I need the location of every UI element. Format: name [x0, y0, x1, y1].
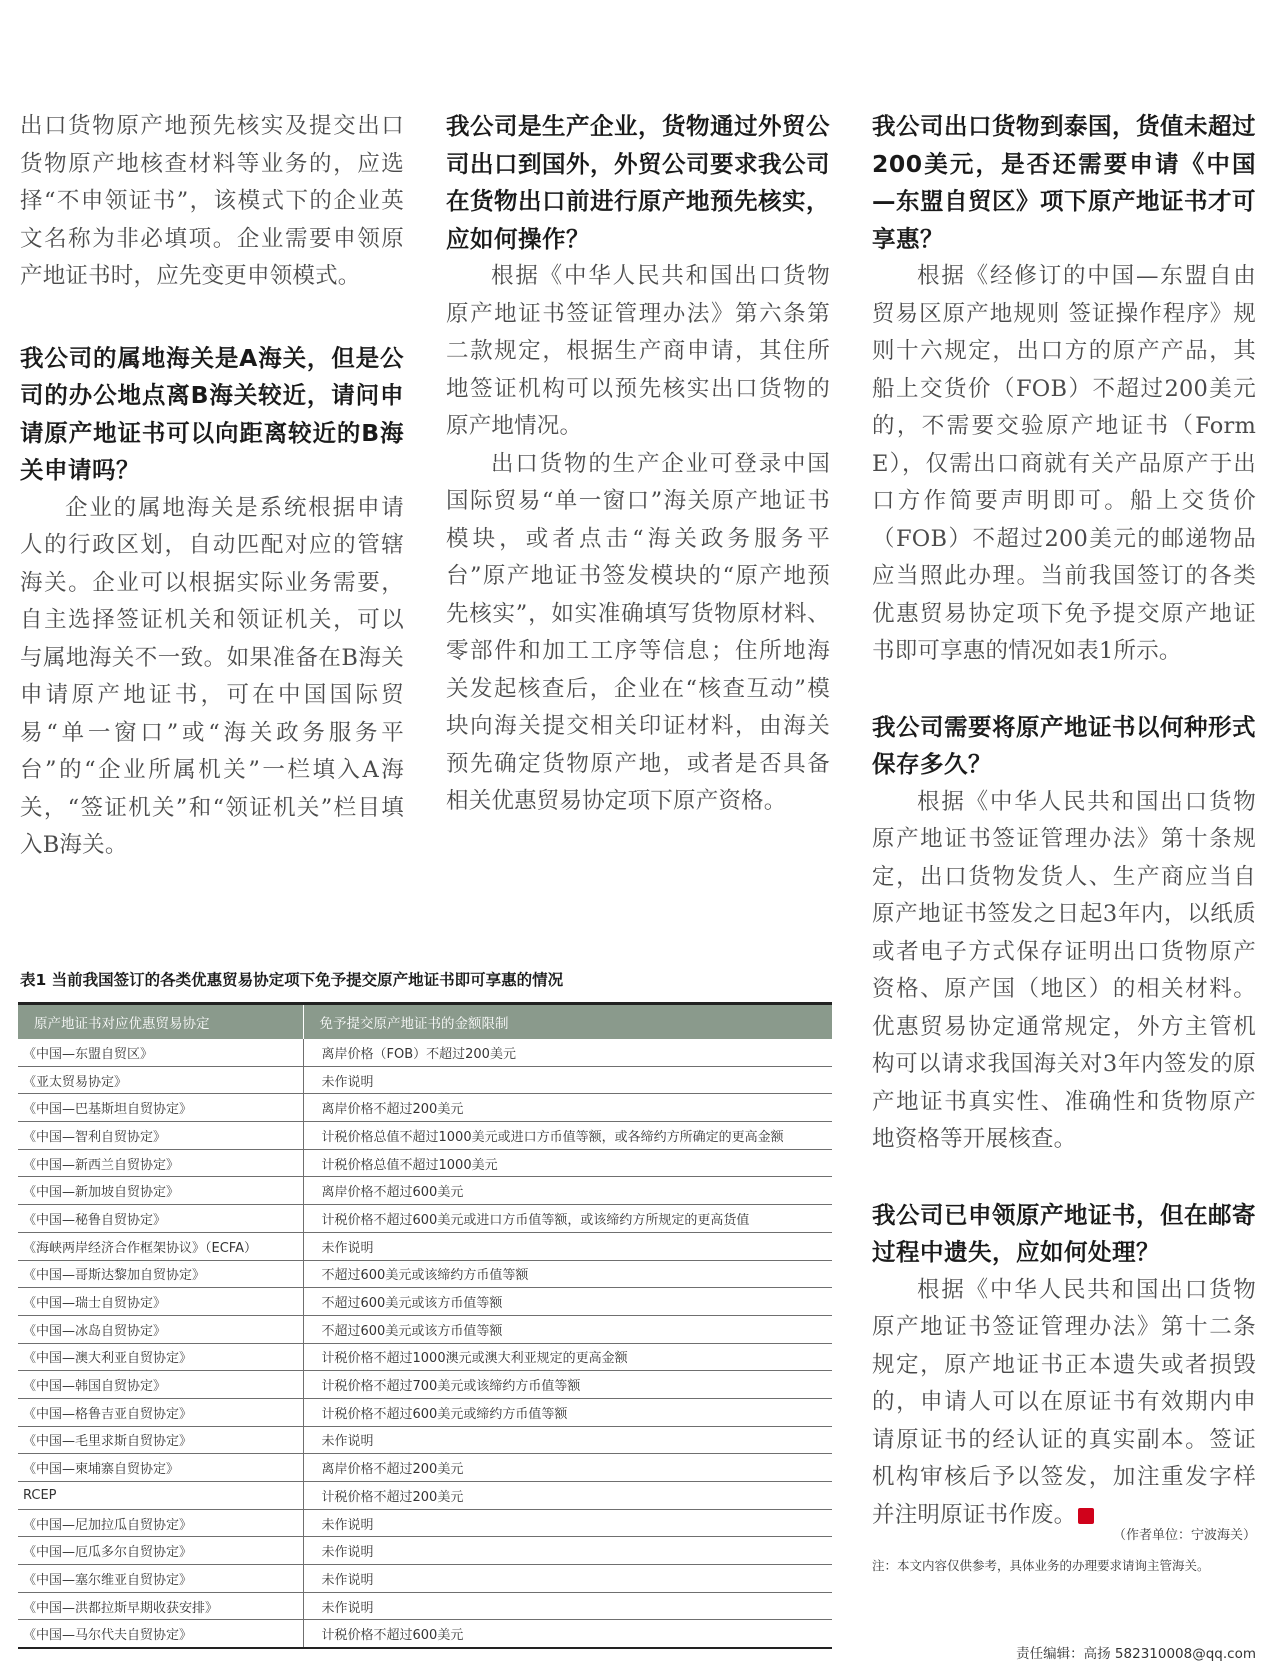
table-row [18, 1260, 832, 1288]
question-6-heading: 我公司已申领原产地证书，但在邮寄过程中遗失，应如何处理？ [872, 1200, 1256, 1266]
table-row [18, 1592, 832, 1620]
table-row [18, 1565, 832, 1593]
limit-cell: 计税价格总值不超过1000美元或进口方币值等额，或各缔约方所确定的更高金额 [303, 1122, 832, 1150]
agreement-cell: 《中国—柬埔寨自贸协定》 [18, 1454, 303, 1482]
limit-cell: 未作说明 [303, 1232, 832, 1260]
agreement-cell: 《亚太贸易协定》 [18, 1066, 303, 1094]
author-affiliation: （作者单位：宁波海关） [1112, 1528, 1256, 1543]
table-row [18, 1371, 832, 1399]
limit-cell: 不超过600美元或该缔约方币值等额 [303, 1260, 832, 1288]
agreement-cell: 《中国—秘鲁自贸协定》 [18, 1205, 303, 1233]
agreement-cell: 《中国—智利自贸协定》 [18, 1122, 303, 1150]
table-caption: 表1 当前我国签订的各类优惠贸易协定项下免予提交原产地证书即可享惠的情况 [20, 971, 564, 989]
table-row [18, 1205, 832, 1233]
limit-cell: 不超过600美元或该方币值等额 [303, 1315, 832, 1343]
agreement-cell: 《中国—塞尔维亚自贸协定》 [18, 1565, 303, 1593]
table-row [18, 1232, 832, 1260]
limit-cell: 未作说明 [303, 1592, 832, 1620]
limit-cell: 计税价格不超过600美元 [303, 1620, 832, 1648]
table-row [18, 1620, 832, 1648]
table-row [18, 1122, 832, 1150]
agreements-table-container [18, 1002, 832, 1649]
answer-4-paragraph: 根据《经修订的中国—东盟自由贸易区原产地规则 签证操作程序》规则十六规定，出口方的原产产品，其船上交货价（FOB）不超过200美元的，不需要交验原产地证书（Form E），仅需出口商就有关产品原产于出口方作简要声明即可。船上交货价（FOB）不超过200美元的邮递物品应当照此办理。当前我国签订的各类优惠贸易协定项下免予提交原产地证书即可享惠的情况如表1所示。 [872, 263, 1256, 664]
table-row [18, 1426, 832, 1454]
question-3-heading: 我公司是生产企业，货物通过外贸公司出口到国外，外贸公司要求我公司在货物出口前进行原产地预先核实，应如何操作？ [446, 112, 830, 253]
table-row [18, 1288, 832, 1316]
limit-cell: 计税价格不超过200美元 [303, 1482, 832, 1510]
column-1 [20, 108, 404, 865]
agreement-cell: 《中国—格鲁吉亚自贸协定》 [18, 1398, 303, 1426]
table-row [18, 1343, 832, 1371]
table-row [18, 1537, 832, 1565]
table-row [18, 1039, 832, 1067]
limit-cell: 计税价格不超过700美元或该缔约方币值等额 [303, 1371, 832, 1399]
limit-cell: 计税价格不超过1000澳元或澳大利亚规定的更高金额 [303, 1343, 832, 1371]
answer-6-paragraph [872, 1272, 1256, 1535]
limit-cell: 未作说明 [303, 1066, 832, 1094]
limit-cell: 离岸价格不超过600美元 [303, 1177, 832, 1205]
limit-cell: 离岸价格不超过200美元 [303, 1454, 832, 1482]
agreement-cell: 《中国—冰岛自贸协定》 [18, 1315, 303, 1343]
table-header-row [18, 1004, 832, 1039]
agreement-cell: 《中国—新加坡自贸协定》 [18, 1177, 303, 1205]
agreement-cell: 《中国—洪都拉斯早期收获安排》 [18, 1592, 303, 1620]
agreement-cell: 《中国—澳大利亚自贸协定》 [18, 1343, 303, 1371]
agreement-cell: 《中国—东盟自贸区》 [18, 1039, 303, 1067]
column-3 [872, 108, 1256, 1534]
agreement-cell: 《海峡两岸经济合作框架协议》（ECFA） [18, 1232, 303, 1260]
agreement-cell: 《中国—尼加拉瓜自贸协定》 [18, 1509, 303, 1537]
table-row [18, 1094, 832, 1122]
question-2-heading: 我公司的属地海关是A海关，但是公司的办公地点离B海关较近，请问申请原产地证书可以向距离较近的B海关申请吗？ [20, 343, 404, 484]
answer-3-paragraph-1: 根据《中华人民共和国出口货物原产地证书签证管理办法》第六条第二款规定，根据生产商申请，其住所地签证机构可以预先核实出口货物的原产地情况。 [446, 263, 830, 439]
limit-cell: 计税价格总值不超过1000美元 [303, 1149, 832, 1177]
answer-3-paragraph-2: 出口货物的生产企业可登录中国国际贸易“单一窗口”海关原产地证书模块，或者点击“海关政务服务平台”原产地证书签发模块的“原产地预先核实”，如实准确填写货物原材料、零部件和加工工序等信息；住所地海关发起核查后，企业在“核查互动”模块向海关提交相关印证材料，由海关预先确定货物原产地，或者是否具备相关优惠贸易协定项下原产资格。 [446, 450, 830, 814]
table-row [18, 1315, 832, 1343]
table-row [18, 1066, 832, 1094]
agreements-table [18, 1002, 832, 1649]
answer-5-paragraph: 根据《中华人民共和国出口货物原产地证书签证管理办法》第十条规定，出口货物发货人、生产商应当自原产地证书签发之日起3年内，以纸质或者电子方式保存证明出口货物原产资格、原产国（地区）的相关材料。优惠贸易协定通常规定，外方主管机构可以请求我国海关对3年内签发的原产地证书真实性、准确性和货物原产地资格等开展核查。 [872, 788, 1256, 1152]
agreement-cell: 《中国—巴基斯坦自贸协定》 [18, 1094, 303, 1122]
limit-cell: 未作说明 [303, 1426, 832, 1454]
table-row [18, 1177, 832, 1205]
limit-cell: 未作说明 [303, 1509, 832, 1537]
table-row [18, 1149, 832, 1177]
limit-cell: 不超过600美元或该方币值等额 [303, 1288, 832, 1316]
agreement-cell: 《中国—厄瓜多尔自贸协定》 [18, 1537, 303, 1565]
agreement-cell: 《中国—马尔代夫自贸协定》 [18, 1620, 303, 1648]
answer-6-text: 根据《中华人民共和国出口货物原产地证书签证管理办法》第十二条规定，原产地证书正本遗失或者损毁的，申请人可以在原证书有效期内申请原证书的经认证的真实副本。签证机构审核后予以签发，加注重发字样并注明原证书作废。 [872, 1276, 1256, 1528]
agreement-cell: 《中国—瑞士自贸协定》 [18, 1288, 303, 1316]
agreement-cell: 《中国—哥斯达黎加自贸协定》 [18, 1260, 303, 1288]
limit-cell: 离岸价格（FOB）不超过200美元 [303, 1039, 832, 1067]
table-row [18, 1482, 832, 1510]
answer-2-paragraph: 企业的属地海关是系统根据申请人的行政区划，自动匹配对应的管辖海关。企业可以根据实际业务需要，自主选择签证机关和领证机关，可以与属地海关不一致。如果准备在B海关申请原产地证书，可在中国国际贸易“单一窗口”或“海关政务服务平台”的“企业所属机关”一栏填入A海关，“签证机关”和“领证机关”栏目填入B海关。 [20, 494, 404, 858]
limit-cell: 计税价格不超过600美元或缔约方币值等额 [303, 1398, 832, 1426]
header-agreement: 原产地证书对应优惠贸易协定 [18, 1004, 303, 1039]
limit-cell: 未作说明 [303, 1537, 832, 1565]
agreement-cell: RCEP [18, 1482, 303, 1510]
question-4-heading: 我公司出口货物到泰国，货值未超过200美元，是否还需要申请《中国—东盟自贸区》项下原产地证书才可享惠？ [872, 112, 1256, 253]
limit-cell: 离岸价格不超过200美元 [303, 1094, 832, 1122]
editor-credit: 责任编辑：高扬 582310008@qq.com [1016, 1646, 1256, 1662]
header-limit: 免予提交原产地证书的金额限制 [303, 1004, 832, 1039]
table-row [18, 1454, 832, 1482]
table-body [18, 1039, 832, 1648]
question-5-heading: 我公司需要将原产地证书以何种形式保存多久？ [872, 712, 1256, 778]
agreement-cell: 《中国—毛里求斯自贸协定》 [18, 1426, 303, 1454]
limit-cell: 未作说明 [303, 1565, 832, 1593]
agreement-cell: 《中国—新西兰自贸协定》 [18, 1149, 303, 1177]
table-row [18, 1509, 832, 1537]
disclaimer-note: 注：本文内容仅供参考，具体业务的办理要求请询主管海关。 [872, 1558, 1210, 1573]
intro-paragraph: 出口货物原产地预先核实及提交出口货物原产地核查材料等业务的，应选择“不申领证书”，该模式下的企业英文名称为非必填项。企业需要申领原产地证书时，应先变更申领模式。 [20, 113, 404, 289]
column-2 [446, 108, 830, 821]
magazine-logo-icon: C [1078, 1508, 1094, 1524]
table-row [18, 1398, 832, 1426]
agreement-cell: 《中国—韩国自贸协定》 [18, 1371, 303, 1399]
limit-cell: 计税价格不超过600美元或进口方币值等额，或该缔约方所规定的更高货值 [303, 1205, 832, 1233]
